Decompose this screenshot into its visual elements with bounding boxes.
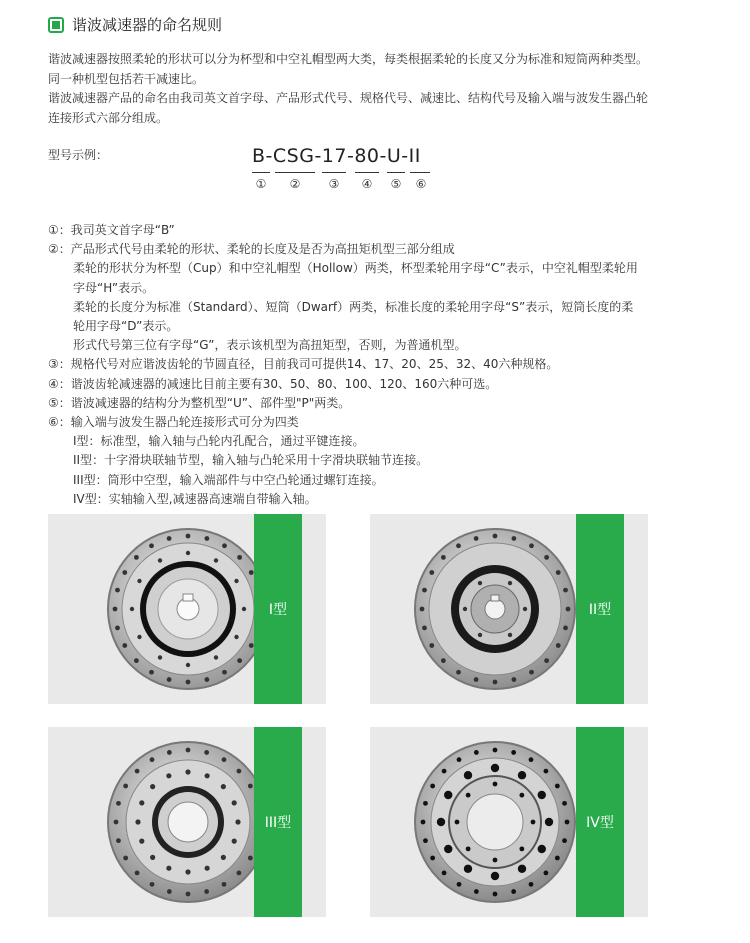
code-underline	[387, 172, 405, 173]
bolt-hole	[149, 543, 154, 548]
bolt-hole	[493, 748, 498, 753]
type-label: IV型	[576, 727, 624, 917]
bolt-hole	[544, 871, 549, 876]
bolt-hole	[237, 871, 242, 876]
code-marker-1: ①	[255, 177, 267, 191]
bolt-hole	[249, 570, 254, 575]
bolt-hole	[237, 555, 242, 560]
bolt-hole	[565, 820, 570, 825]
bolt-hole	[493, 858, 498, 863]
definition-line: IV型：实轴输入型,减速器高速端自带输入轴。	[73, 491, 317, 506]
bolt-hole	[234, 635, 238, 639]
bolt-hole	[204, 677, 209, 682]
bolt-hole	[563, 588, 568, 593]
bolt-hole	[508, 633, 512, 637]
definition-line: 柔轮的形状分为杯型（Cup）和中空礼帽型（Hollow）两类，杯型柔轮用字母“C”表示，中空礼帽型柔轮用	[73, 261, 638, 276]
bolt-hole	[186, 680, 191, 685]
bolt-hole	[186, 551, 190, 555]
bolt-hole	[441, 555, 446, 560]
bolt-hole	[248, 856, 253, 861]
bolt-hole	[232, 839, 237, 844]
type-label: II型	[576, 514, 624, 704]
definition-line: ②：产品形式代号由柔轮的形状、柔轮的长度及是否为高扭矩机型三部分组成	[48, 242, 455, 257]
bolt-hole	[437, 818, 445, 826]
bolt-hole	[204, 536, 209, 541]
bolt-hole	[508, 581, 512, 585]
bolt-hole	[248, 784, 253, 789]
bolt-hole	[205, 866, 210, 871]
type-label: III型	[254, 727, 302, 917]
bolt-hole	[474, 889, 479, 894]
bolt-hole	[529, 543, 534, 548]
bolt-hole	[167, 536, 172, 541]
bolt-hole	[150, 784, 155, 789]
bolt-hole	[464, 865, 472, 873]
bolt-hole	[158, 655, 162, 659]
code-underline	[355, 172, 379, 173]
bolt-hole	[114, 820, 119, 825]
bolt-hole	[430, 784, 435, 789]
section-heading	[48, 14, 222, 35]
bolt-hole	[491, 872, 499, 880]
bolt-hole	[491, 764, 499, 772]
bolt-hole	[135, 769, 140, 774]
bolt-hole	[518, 865, 526, 873]
bolt-hole	[222, 882, 227, 887]
code-marker-6: ⑥	[415, 177, 427, 191]
code-underline	[252, 172, 270, 173]
bolt-hole	[123, 784, 128, 789]
bolt-hole	[185, 869, 190, 874]
intro-line: 同一种机型包括若干减速比。	[48, 71, 205, 86]
bolt-hole	[137, 635, 141, 639]
bolt-hole	[566, 607, 571, 612]
bolt-hole	[204, 750, 209, 755]
bolt-hole	[130, 607, 134, 611]
bolt-hole	[531, 820, 536, 825]
code-underline	[275, 172, 315, 173]
bolt-hole	[457, 757, 462, 762]
bolt-hole	[205, 773, 210, 778]
definition-line: 字母“H”表示。	[73, 280, 155, 295]
bolt-hole	[423, 838, 428, 843]
bolt-hole	[214, 558, 218, 562]
product-card-type-iv	[370, 727, 648, 917]
bolt-hole	[237, 658, 242, 663]
bolt-hole	[423, 801, 428, 806]
bolt-hole	[158, 558, 162, 562]
bolt-hole	[529, 882, 534, 887]
bolt-hole	[442, 871, 447, 876]
bolt-hole	[135, 819, 140, 824]
bolt-hole	[466, 846, 471, 851]
bolt-hole	[232, 800, 237, 805]
bolt-hole	[116, 838, 121, 843]
intro-line: 谐波减速器产品的命名由我司英文首字母、产品形式代号、规格代号、减速比、结构代号及输入端与波发生器凸轮	[48, 91, 649, 105]
bolt-hole	[442, 769, 447, 774]
code-marker-3: ③	[328, 177, 340, 191]
bolt-hole	[222, 670, 227, 675]
section-title: 谐波减速器的命名规则	[72, 16, 223, 34]
bolt-hole	[474, 677, 479, 682]
bolt-hole	[167, 889, 172, 894]
bolt-hole	[204, 889, 209, 894]
bolt-hole	[139, 800, 144, 805]
bolt-hole	[150, 855, 155, 860]
bolt-hole	[139, 839, 144, 844]
bolt-hole	[511, 750, 516, 755]
bolt-hole	[115, 588, 120, 593]
bolt-hole	[511, 889, 516, 894]
bolt-hole	[474, 750, 479, 755]
bolt-hole	[420, 607, 425, 612]
intro-line: 连接形式六部分组成。	[48, 110, 169, 125]
bolt-hole	[562, 801, 567, 806]
bolt-hole	[511, 677, 516, 682]
bolt-hole	[237, 769, 242, 774]
bolt-hole	[134, 555, 139, 560]
bolt-hole	[422, 625, 427, 630]
bolt-hole	[150, 757, 155, 762]
bolt-hole	[429, 570, 434, 575]
bolt-hole	[235, 819, 240, 824]
bolt-hole	[474, 536, 479, 541]
bolt-hole	[135, 871, 140, 876]
bolt-hole	[555, 856, 560, 861]
bolt-hole	[544, 555, 549, 560]
definition-line: II型：十字滑块联轴节型，输入轴与凸轮采用十字滑块联轴节连接。	[73, 453, 429, 468]
definition-line: I型：标准型，输入轴与凸轮内孔配合，通过平键连接。	[73, 434, 365, 449]
intro-line: 谐波减速器按照柔轮的形状可以分为杯型和中空礼帽型两大类，每类根据柔轮的长度又分为标准和短筒两种类型。	[48, 52, 649, 66]
bolt-hole	[456, 670, 461, 675]
code-marker-2: ②	[289, 177, 301, 191]
bolt-hole	[493, 892, 498, 897]
definition-line: ⑤：谐波减速器的结构分为整机型“U”、部件型"P"两类。	[48, 395, 351, 410]
example-label: 型号示例：	[48, 148, 109, 162]
bolt-hole	[518, 771, 526, 779]
model-code: B-CSG-17-80-U-II	[252, 145, 421, 167]
bolt-hole	[166, 866, 171, 871]
bolt-hole	[457, 882, 462, 887]
bolt-hole	[150, 882, 155, 887]
bolt-hole	[478, 633, 482, 637]
definition-line: 形式代号第三位有字母“G”，表示该机型为高扭矩型，否则，为普通机型。	[73, 338, 467, 353]
bolt-hole	[529, 757, 534, 762]
bolt-hole	[562, 838, 567, 843]
bolt-hole	[113, 607, 118, 612]
bolt-hole	[511, 536, 516, 541]
bolt-hole	[122, 570, 127, 575]
bolt-hole	[186, 748, 191, 753]
definition-line: III型：筒形中空型，输入端部件与中空凸轮通过螺钉连接。	[73, 472, 384, 487]
bolt-hole	[242, 607, 246, 611]
bolt-hole	[122, 643, 127, 648]
bolt-hole	[186, 534, 191, 539]
bolt-hole	[456, 543, 461, 548]
bolt-hole	[538, 845, 546, 853]
square-check-icon	[48, 17, 64, 33]
bolt-hole	[545, 818, 553, 826]
bolt-hole	[429, 643, 434, 648]
product-card-type-iii	[48, 727, 326, 917]
bolt-hole	[478, 581, 482, 585]
bolt-hole	[422, 588, 427, 593]
bolt-hole	[186, 663, 190, 667]
bolt-hole	[464, 771, 472, 779]
bolt-hole	[185, 769, 190, 774]
bolt-hole	[137, 579, 141, 583]
definition-line: ④：谐波齿轮减速器的减速比目前主要有30、50、80、100、120、160六种可选。	[48, 376, 498, 391]
bolt-hole	[544, 658, 549, 663]
bolt-hole	[186, 892, 191, 897]
intro-paragraph	[48, 50, 708, 128]
definition-line: ⑥：输入端与波发生器凸轮连接形式可分为四类	[48, 415, 299, 430]
bolt-hole	[166, 773, 171, 778]
definition-line: ③：规格代号对应谐波齿轮的节圆直径，目前我司可提供14、17、20、25、32、40六种规格。	[48, 357, 559, 372]
bolt-hole	[519, 793, 524, 798]
bolt-hole	[529, 670, 534, 675]
bolt-hole	[123, 856, 128, 861]
bolt-hole	[214, 655, 218, 659]
definition-line: ①：我司英文首字母“B”	[48, 223, 175, 237]
bolt-hole	[167, 750, 172, 755]
bolt-hole	[444, 845, 452, 853]
bolt-hole	[222, 757, 227, 762]
bolt-hole	[249, 643, 254, 648]
bolt-hole	[221, 855, 226, 860]
code-marker-4: ④	[361, 177, 373, 191]
bolt-hole	[455, 820, 460, 825]
definition-line: 柔轮的长度分为标准（Standard）、短筒（Dwarf）两类，标准长度的柔轮用字母“S”表示，短筒长度的柔	[73, 299, 634, 314]
bolt-hole	[134, 658, 139, 663]
code-underline	[410, 172, 430, 173]
bolt-hole	[556, 570, 561, 575]
bolt-hole	[444, 791, 452, 799]
bolt-hole	[519, 846, 524, 851]
bolt-hole	[441, 658, 446, 663]
code-marker-5: ⑤	[390, 177, 402, 191]
bolt-hole	[167, 677, 172, 682]
bolt-hole	[466, 793, 471, 798]
bolt-hole	[115, 625, 120, 630]
bolt-hole	[555, 784, 560, 789]
definition-list	[48, 221, 718, 509]
bolt-hole	[222, 543, 227, 548]
code-underline	[322, 172, 346, 173]
bolt-hole	[493, 534, 498, 539]
bolt-hole	[421, 820, 426, 825]
type-label: I型	[254, 514, 302, 704]
bolt-hole	[556, 643, 561, 648]
bolt-hole	[116, 801, 121, 806]
bolt-hole	[221, 784, 226, 789]
product-card-type-i	[48, 514, 326, 704]
bolt-hole	[538, 791, 546, 799]
bolt-hole	[544, 769, 549, 774]
bolt-hole	[149, 670, 154, 675]
bolt-hole	[430, 856, 435, 861]
bolt-hole	[523, 607, 527, 611]
definition-line: 轮用字母“D”表示。	[73, 319, 179, 334]
bolt-hole	[493, 782, 498, 787]
bolt-hole	[493, 680, 498, 685]
bolt-hole	[563, 625, 568, 630]
bolt-hole	[234, 579, 238, 583]
product-card-type-ii	[370, 514, 648, 704]
bolt-hole	[463, 607, 467, 611]
